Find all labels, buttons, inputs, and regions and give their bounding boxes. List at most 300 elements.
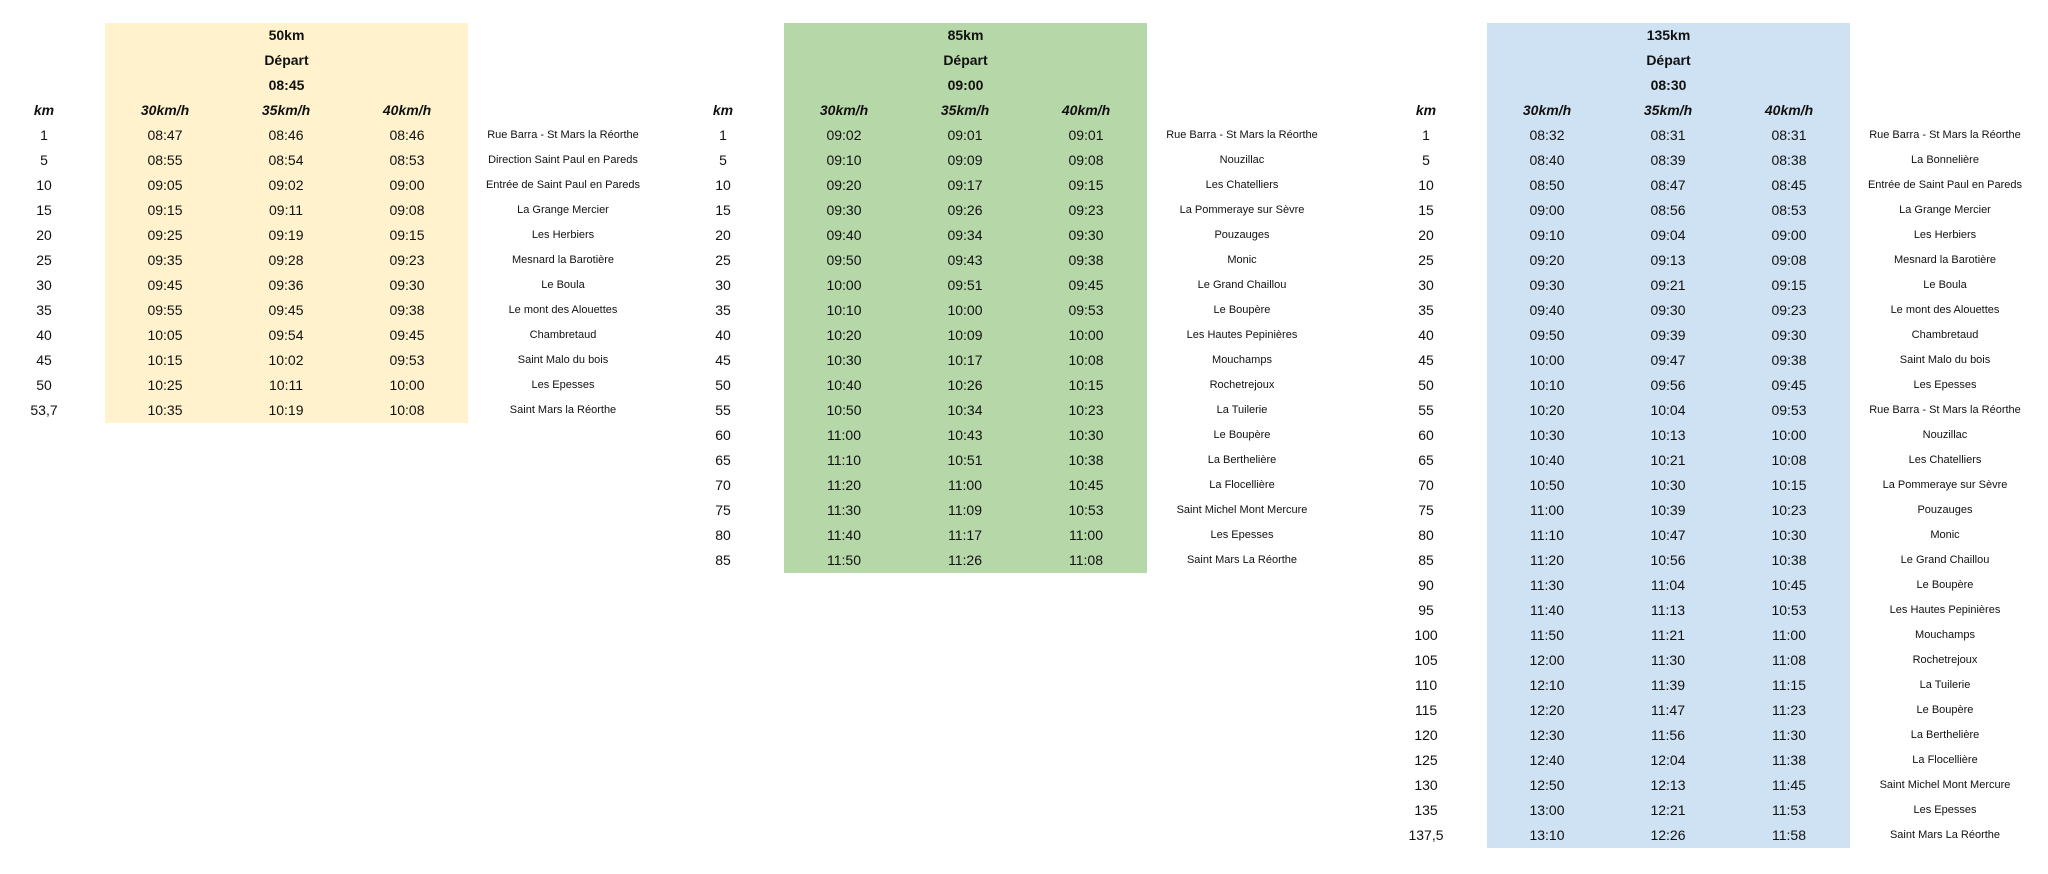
km-cell: 90 [1418,577,1434,593]
time-30-cell: 11:00 [827,427,861,443]
speed-35-header: 35km/h [1643,102,1693,118]
km-cell: 60 [715,427,731,443]
km-cell: 10 [1418,177,1434,193]
time-35-cell: 09:34 [947,227,983,243]
time-35-cell: 11:04 [1651,577,1685,593]
km-cell: 45 [36,352,52,368]
time-35-cell: 10:43 [947,427,983,443]
time-30-cell: 09:05 [147,177,183,193]
km-cell: 25 [1418,252,1434,268]
time-30-cell: 10:50 [1529,477,1565,493]
place-cell: Mesnard la Barotière [1893,254,1997,266]
km-cell: 15 [715,202,731,218]
time-40-cell: 09:45 [389,327,425,343]
km-cell: 85 [1418,552,1434,568]
place-cell: Saint Michel Mont Mercure [1879,779,2011,791]
km-cell: 75 [1418,502,1434,518]
place-cell: Mouchamps [1915,629,1975,641]
time-40-cell: 10:15 [1771,477,1807,493]
time-40-cell: 10:45 [1068,477,1104,493]
time-30-cell: 12:30 [1529,727,1565,743]
time-35-cell: 09:11 [269,202,303,218]
speed-40-header: 40km/h [382,102,432,118]
time-35-cell: 08:46 [268,127,304,143]
place-cell: Les Hautes Pepinières [1186,329,1298,341]
time-35-cell: 12:13 [1650,777,1686,793]
time-30-cell: 10:00 [826,277,862,293]
km-cell: 45 [1418,352,1434,368]
time-35-cell: 10:04 [1650,402,1686,418]
time-35-cell: 09:56 [1650,377,1686,393]
place-cell: Les Herbiers [1913,229,1977,241]
time-35-cell: 09:51 [947,277,983,293]
place-cell: Le Boupère [1213,429,1271,441]
time-30-cell: 08:47 [147,127,183,143]
time-30-cell: 10:10 [1529,377,1565,393]
km-cell: 1 [40,127,48,143]
time-35-cell: 09:09 [947,152,983,168]
time-35-cell: 10:09 [947,327,983,343]
time-40-cell: 11:58 [1772,827,1806,843]
time-30-cell: 11:10 [827,452,861,468]
time-40-cell: 09:38 [389,302,425,318]
km-cell: 5 [719,152,727,168]
time-30-cell: 09:55 [147,302,183,318]
km-header: km [712,102,734,118]
speed-35-header: 35km/h [261,102,311,118]
depart-label: Départ [1646,52,1691,68]
time-35-cell: 10:17 [947,352,983,368]
time-30-cell: 10:35 [147,402,183,418]
time-40-cell: 10:23 [1771,502,1807,518]
place-cell: La Pommeraye sur Sèvre [1882,479,2008,491]
speed-40-header: 40km/h [1764,102,1814,118]
place-cell: Les Epesses [1913,804,1977,816]
place-cell: Le Grand Chaillou [1900,554,1990,566]
time-30-cell: 13:00 [1529,802,1565,818]
place-cell: Chambretaud [1911,329,1979,341]
time-35-cell: 11:21 [1651,627,1685,643]
time-30-cell: 10:20 [826,327,862,343]
place-cell: Rochetrejoux [1209,379,1275,391]
km-cell: 10 [36,177,52,193]
km-header: km [1415,102,1437,118]
time-30-cell: 08:55 [147,152,183,168]
time-35-cell: 09:45 [268,302,304,318]
time-40-cell: 08:31 [1771,127,1807,143]
place-cell: Le mont des Alouettes [508,304,618,316]
place-cell: Rue Barra - St Mars la Réorthe [1166,129,1318,141]
place-cell: Le Boupère [1213,304,1271,316]
time-30-cell: 11:00 [1530,502,1564,518]
time-35-cell: 10:02 [268,352,304,368]
km-cell: 35 [36,302,52,318]
time-40-cell: 09:53 [389,352,425,368]
time-40-cell: 09:45 [1068,277,1104,293]
time-40-cell: 11:00 [1772,627,1806,643]
time-30-cell: 10:25 [147,377,183,393]
time-30-cell: 08:40 [1529,152,1565,168]
time-40-cell: 09:15 [1771,277,1807,293]
time-35-cell: 11:00 [948,477,982,493]
time-35-cell: 10:34 [947,402,983,418]
time-40-cell: 11:23 [1772,702,1806,718]
time-30-cell: 09:25 [147,227,183,243]
place-cell: Le mont des Alouettes [1890,304,2000,316]
time-30-cell: 09:40 [826,227,862,243]
time-30-cell: 09:00 [1529,202,1565,218]
time-30-cell: 10:15 [147,352,183,368]
speed-40-header: 40km/h [1061,102,1111,118]
km-cell: 30 [715,277,731,293]
place-cell: Nouzillac [1219,154,1265,166]
place-cell: Monic [1227,254,1257,266]
time-40-cell: 08:53 [1771,202,1807,218]
km-cell: 25 [715,252,731,268]
time-35-cell: 11:13 [1651,602,1685,618]
time-30-cell: 10:05 [147,327,183,343]
place-cell: Rue Barra - St Mars la Réorthe [487,129,639,141]
time-40-cell: 09:45 [1771,377,1807,393]
time-40-cell: 09:53 [1771,402,1807,418]
time-35-cell: 09:36 [268,277,304,293]
km-cell: 50 [36,377,52,393]
km-cell: 70 [1418,477,1434,493]
time-40-cell: 10:38 [1068,452,1104,468]
time-35-cell: 08:39 [1650,152,1686,168]
km-cell: 137,5 [1408,827,1444,843]
place-cell: Saint Mars la Réorthe [509,404,617,416]
time-30-cell: 08:32 [1529,127,1565,143]
speed-30-header: 30km/h [1522,102,1572,118]
time-40-cell: 10:08 [389,402,425,418]
time-30-cell: 12:10 [1529,677,1565,693]
time-30-cell: 09:10 [1529,227,1565,243]
distance-title: 85km [947,27,984,43]
depart-time: 08:45 [268,77,305,93]
time-30-cell: 13:10 [1529,827,1565,843]
time-40-cell: 10:38 [1771,552,1807,568]
place-cell: La Grange Mercier [517,204,609,216]
time-40-cell: 09:08 [1771,252,1807,268]
time-30-cell: 11:20 [1530,552,1564,568]
time-30-cell: 12:00 [1529,652,1565,668]
place-cell: La Grange Mercier [1899,204,1991,216]
time-35-cell: 10:39 [1650,502,1686,518]
km-cell: 25 [36,252,52,268]
place-cell: La Flocellière [1912,754,1978,766]
time-35-cell: 09:13 [1650,252,1686,268]
time-30-cell: 09:45 [147,277,183,293]
time-30-cell: 10:20 [1529,402,1565,418]
time-40-cell: 09:23 [389,252,425,268]
time-35-cell: 10:30 [1650,477,1686,493]
km-cell: 115 [1414,702,1438,718]
time-40-cell: 09:08 [389,202,425,218]
km-header: km [33,102,55,118]
time-30-cell: 11:40 [1530,602,1564,618]
km-cell: 80 [1418,527,1434,543]
time-35-cell: 11:47 [1651,702,1685,718]
place-cell: La Berthelière [1207,454,1277,466]
time-35-cell: 09:47 [1650,352,1686,368]
place-cell: Saint Malo du bois [1899,354,1991,366]
time-30-cell: 10:30 [826,352,862,368]
time-35-cell: 09:04 [1650,227,1686,243]
time-30-cell: 10:10 [826,302,862,318]
km-cell: 50 [715,377,731,393]
time-30-cell: 11:30 [1530,577,1564,593]
time-35-cell: 10:51 [947,452,983,468]
time-40-cell: 09:15 [1068,177,1104,193]
time-35-cell: 10:21 [1650,452,1686,468]
time-40-cell: 11:30 [1772,727,1806,743]
time-35-cell: 09:30 [1650,302,1686,318]
place-cell: La Tuilerie [1919,679,1971,691]
time-35-cell: 08:56 [1650,202,1686,218]
time-30-cell: 12:20 [1529,702,1565,718]
time-35-cell: 09:21 [1650,277,1686,293]
place-cell: Mouchamps [1212,354,1272,366]
place-cell: Les Epesses [1913,379,1977,391]
speed-35-header: 35km/h [940,102,990,118]
km-cell: 5 [1422,152,1430,168]
place-cell: Chambretaud [529,329,597,341]
time-30-cell: 10:00 [1529,352,1565,368]
time-35-cell: 09:28 [268,252,304,268]
place-cell: Rue Barra - St Mars la Réorthe [1869,129,2021,141]
time-40-cell: 08:45 [1771,177,1807,193]
time-40-cell: 08:38 [1771,152,1807,168]
km-cell: 95 [1418,602,1434,618]
time-40-cell: 09:15 [389,227,425,243]
time-35-cell: 09:17 [947,177,983,193]
km-cell: 120 [1414,727,1438,743]
time-40-cell: 09:30 [1771,327,1807,343]
time-40-cell: 09:23 [1771,302,1807,318]
place-cell: Le Boula [541,279,585,291]
depart-time: 09:00 [947,77,984,93]
place-cell: Le Boupère [1916,704,1974,716]
distance-title: 50km [268,27,305,43]
time-40-cell: 10:30 [1771,527,1807,543]
place-cell: Les Chatelliers [1908,454,1982,466]
time-35-cell: 10:13 [1650,427,1686,443]
time-30-cell: 11:50 [1530,627,1564,643]
time-35-cell: 12:26 [1650,827,1686,843]
time-30-cell: 12:40 [1529,752,1565,768]
time-35-cell: 09:01 [947,127,983,143]
time-35-cell: 10:26 [947,377,983,393]
time-40-cell: 09:30 [389,277,425,293]
time-40-cell: 10:00 [389,377,425,393]
time-40-cell: 09:23 [1068,202,1104,218]
time-35-cell: 09:43 [947,252,983,268]
time-30-cell: 11:10 [1530,527,1564,543]
time-35-cell: 10:47 [1650,527,1686,543]
time-40-cell: 10:00 [1771,427,1807,443]
km-cell: 135 [1414,802,1438,818]
time-40-cell: 11:53 [1772,802,1806,818]
time-30-cell: 09:20 [826,177,862,193]
km-cell: 1 [1422,127,1430,143]
km-cell: 80 [715,527,731,543]
time-40-cell: 09:00 [1771,227,1807,243]
km-cell: 20 [36,227,52,243]
time-40-cell: 10:30 [1068,427,1104,443]
time-40-cell: 09:00 [389,177,425,193]
place-cell: La Flocellière [1209,479,1275,491]
time-40-cell: 08:46 [389,127,425,143]
time-30-cell: 09:20 [1529,252,1565,268]
speed-30-header: 30km/h [140,102,190,118]
time-35-cell: 09:02 [268,177,304,193]
time-35-cell: 10:00 [947,302,983,318]
km-cell: 65 [1418,452,1434,468]
km-cell: 60 [1418,427,1434,443]
place-cell: Rochetrejoux [1912,654,1978,666]
time-30-cell: 09:10 [826,152,862,168]
km-cell: 30 [1418,277,1434,293]
km-cell: 50 [1418,377,1434,393]
km-cell: 65 [715,452,731,468]
time-35-cell: 11:39 [1651,677,1685,693]
place-cell: La Berthelière [1910,729,1980,741]
place-cell: Saint Malo du bois [517,354,609,366]
place-cell: Monic [1930,529,1960,541]
depart-time: 08:30 [1650,77,1687,93]
time-40-cell: 09:53 [1068,302,1104,318]
time-30-cell: 10:50 [826,402,862,418]
time-40-cell: 10:45 [1771,577,1807,593]
km-cell: 15 [36,202,52,218]
km-cell: 53,7 [30,402,58,418]
km-cell: 20 [1418,227,1434,243]
time-30-cell: 11:40 [827,527,861,543]
time-40-cell: 11:15 [1772,677,1806,693]
place-cell: Les Chatelliers [1205,179,1279,191]
time-30-cell: 10:40 [826,377,862,393]
time-40-cell: 11:45 [1772,777,1806,793]
time-30-cell: 12:50 [1529,777,1565,793]
km-cell: 35 [715,302,731,318]
km-cell: 85 [715,552,731,568]
time-35-cell: 08:31 [1650,127,1686,143]
place-cell: Rue Barra - St Mars la Réorthe [1869,404,2021,416]
time-30-cell: 09:35 [147,252,183,268]
time-35-cell: 12:04 [1650,752,1686,768]
km-cell: 110 [1414,677,1438,693]
place-cell: Nouzillac [1922,429,1968,441]
km-cell: 35 [1418,302,1434,318]
place-cell: Les Herbiers [531,229,595,241]
time-30-cell: 09:50 [1529,327,1565,343]
km-cell: 30 [36,277,52,293]
distance-title: 135km [1646,27,1691,43]
time-40-cell: 09:38 [1068,252,1104,268]
time-40-cell: 10:08 [1068,352,1104,368]
time-30-cell: 11:20 [827,477,861,493]
time-40-cell: 09:08 [1068,152,1104,168]
time-40-cell: 10:00 [1068,327,1104,343]
time-30-cell: 11:50 [827,552,861,568]
km-cell: 10 [715,177,731,193]
place-cell: Le Boupère [1916,579,1974,591]
km-cell: 20 [715,227,731,243]
time-35-cell: 09:54 [268,327,304,343]
place-cell: Les Epesses [1210,529,1274,541]
time-40-cell: 10:53 [1068,502,1104,518]
km-cell: 75 [715,502,731,518]
km-cell: 40 [715,327,731,343]
depart-label: Départ [943,52,988,68]
time-35-cell: 08:54 [268,152,304,168]
time-30-cell: 11:30 [827,502,861,518]
place-cell: La Pommeraye sur Sèvre [1179,204,1305,216]
place-cell: Les Epesses [531,379,595,391]
time-35-cell: 11:56 [1651,727,1685,743]
km-cell: 5 [40,152,48,168]
time-35-cell: 09:39 [1650,327,1686,343]
time-40-cell: 08:53 [389,152,425,168]
time-35-cell: 08:47 [1650,177,1686,193]
time-30-cell: 10:40 [1529,452,1565,468]
km-cell: 40 [36,327,52,343]
time-30-cell: 08:50 [1529,177,1565,193]
time-35-cell: 09:19 [268,227,304,243]
place-cell: Le Boula [1923,279,1967,291]
place-cell: Pouzauges [1917,504,1973,516]
place-cell: Le Grand Chaillou [1197,279,1287,291]
depart-label: Départ [264,52,309,68]
speed-30-header: 30km/h [819,102,869,118]
time-30-cell: 09:30 [1529,277,1565,293]
place-cell: Mesnard la Barotière [511,254,615,266]
place-cell: Saint Mars La Réorthe [1889,829,2001,841]
km-cell: 125 [1414,752,1438,768]
time-30-cell: 09:40 [1529,302,1565,318]
place-cell: Les Hautes Pepinières [1889,604,2001,616]
time-40-cell: 09:38 [1771,352,1807,368]
time-35-cell: 12:21 [1650,802,1686,818]
time-35-cell: 09:26 [947,202,983,218]
time-30-cell: 09:15 [147,202,183,218]
time-40-cell: 11:08 [1069,552,1103,568]
place-cell: Direction Saint Paul en Pareds [488,154,638,166]
time-35-cell: 10:19 [268,402,304,418]
km-cell: 45 [715,352,731,368]
place-cell: Entrée de Saint Paul en Pareds [485,179,641,191]
km-cell: 1 [719,127,727,143]
time-40-cell: 09:01 [1068,127,1104,143]
time-40-cell: 11:08 [1772,652,1806,668]
km-cell: 100 [1414,627,1438,643]
place-cell: Saint Mars La Réorthe [1186,554,1298,566]
km-cell: 130 [1414,777,1438,793]
time-30-cell: 09:30 [826,202,862,218]
time-30-cell: 09:50 [826,252,862,268]
place-cell: La Bonnelière [1911,154,1979,166]
time-40-cell: 10:08 [1771,452,1807,468]
time-35-cell: 11:26 [948,552,982,568]
km-cell: 105 [1414,652,1438,668]
time-40-cell: 10:15 [1068,377,1104,393]
km-cell: 55 [715,402,731,418]
place-cell: La Tuilerie [1216,404,1268,416]
time-40-cell: 10:53 [1771,602,1807,618]
time-35-cell: 10:11 [269,377,303,393]
km-cell: 55 [1418,402,1434,418]
